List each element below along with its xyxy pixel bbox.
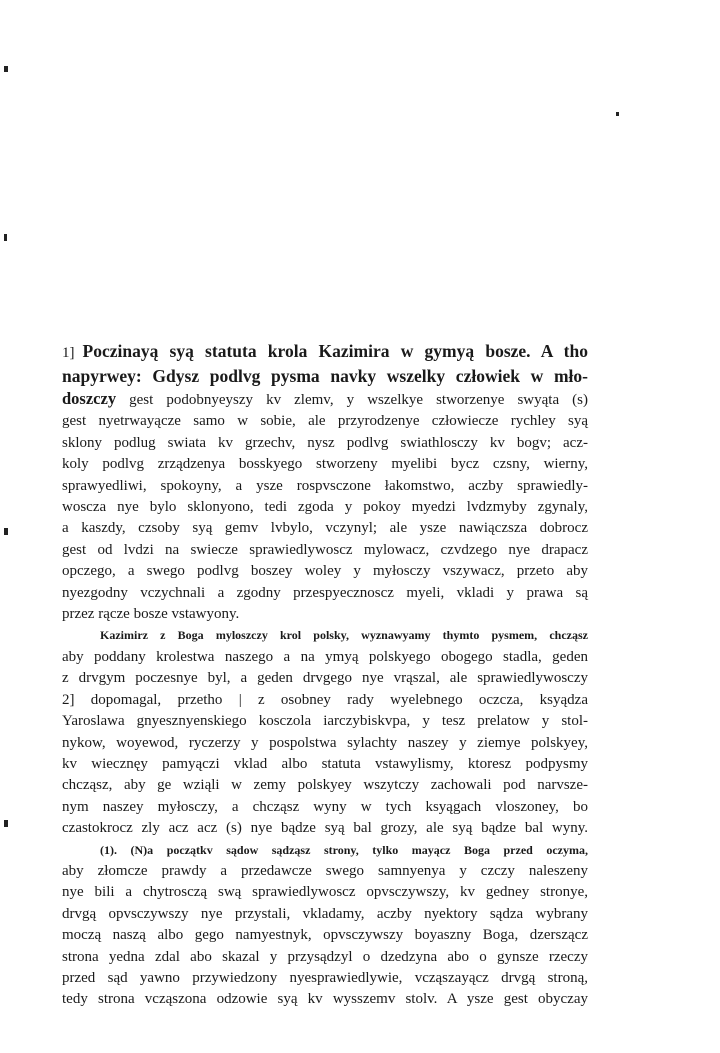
paragraph-2-line: Yaroslawa gnyesznyenskiego kosczola iarczybiskvpa, y tesz prelatow y stol- (62, 713, 588, 730)
paragraph-2-line: z drvgym poczesnye byl, a geden drvgego nye vrąszal, ale sprawiedlywosczy (62, 670, 588, 687)
paragraph-1-line: nyezgodny vczychnali a zgodny przespyecznoscz myeli, vkladi y prawa są (62, 584, 588, 601)
paragraph-1-line: doszczy gest podobnyeyszy kv zlemv, y wszelkye stworzenye swyąta (s) (62, 389, 588, 408)
scan-speck (4, 234, 7, 241)
paragraph-1-line: przez rącze bosze vstawyony. (62, 606, 240, 623)
paragraph-1-line: gest nyetrwayącze samo w sobie, ale przyrodzenye człowiecze rychley syą (62, 413, 588, 430)
paragraph-3-line: strona yedna zdal abo skazal y przysądzyl o dzedzyna abo o gynsze rzeczy (62, 948, 588, 965)
scan-speck (4, 66, 8, 72)
paragraph-3-opening: (1). (N)a początkv sądow sądząsz strony, tylko mayącz Boga przed oczyma, (100, 842, 588, 857)
paragraph-2-line: aby poddany krolestwa naszego a na ymyą polskyego obogego stadla, geden (62, 648, 588, 665)
heading-tail: doszczy (62, 389, 117, 408)
scan-speck (4, 820, 8, 827)
paragraph-2-opening: Kazimirz z Boga myloszczy krol polsky, wyznawyamy thymto pysmem, chcząsz (100, 628, 588, 643)
document-page (62, 340, 588, 1011)
scan-speck (4, 528, 8, 535)
paragraph-1-line: sprawyedliwi, spokoyny, a ysze rospvsczone łakomstwo, aczby sprawiedly- (62, 477, 588, 494)
section-number: 1] (62, 345, 75, 361)
paragraph-3-line: tedy strona vcząszona odzowie syą kv wysszemv stolv. A ysze gest obyczay (62, 991, 588, 1008)
paragraph-3-line: moczą naszą albo gego namyestnyk, opvsczywszy boyaszny Boga, dzerszącz (62, 927, 588, 944)
paragraph-3-line: drvgą opvsczywszy nye przystali, vkladamy, aczby nyektory sądza wybrany (62, 905, 588, 922)
paragraph-1-line: a kaszdy, czsoby syą gemv lvbylo, vczynyl; ale ysze nawiączsza dobrocz (62, 520, 588, 537)
statute-heading-line-2: napyrwey: Gdysz podlvg pysma navky wszelky człowiek w mło- (62, 366, 588, 386)
paragraph-3-line: nye bili a chytrosczą swą sprawiedlywoscz opvsczywszy, kv gedney stronye, (62, 884, 588, 901)
paragraph-2-line: czastokrocz zly acz acz (s) nye bądze syą bal grozy, ale syą bądze bal wyny. (62, 820, 588, 837)
paragraph-2-line: kv wiecznęy pamyączi vklad albo statuta vstawylismy, ktoresz podpysmy (62, 755, 588, 772)
paragraph-1-line: opczego, a swego podlvg boszey woley y myłosczy vszywacz, przeto aby (62, 563, 588, 580)
statute-heading-line-1: 1] Poczinayą syą statuta krola Kazimira w gymyą bosze. A tho (62, 341, 588, 361)
paragraph-3-line: aby złomcze prawdy a przedawcze swego samnyenya y czczy naleszeny (62, 862, 588, 879)
paragraph-1-line: woscza nye bylo sklonyono, tedi zgoda y pokoy myedzi lvdzmyby zgynaly, (62, 499, 588, 516)
paragraph-2-line: 2] dopomagal, przetho | z osobney rady wyelebnego oczcza, ksyądza (62, 691, 588, 708)
paragraph-1-line: koly podlvg zrządzenya bosskyego stworzeny myelibi bycz czsny, wierny, (62, 456, 588, 473)
scan-speck (616, 112, 619, 116)
paragraph-2-line: chcząsz, aby ge wziąli w zemy polskyey wszytczy zachowali pod narvsze- (62, 777, 588, 794)
paragraph-2-line: nykow, woyewod, ryczerzy y pospolstwa sylachty naszey y ziemye polskyey, (62, 734, 588, 751)
paragraph-2-line: nym naszey myłosczy, a chcząsz wyny w tych ksyągach vloszoney, bo (62, 798, 588, 815)
paragraph-3-line: przed sąd yawno przywiedzony nyesprawiedlywie, vcząszayącz drvgą stroną, (62, 969, 588, 986)
paragraph-1-line: gest od lvdzi na swiecze sprawiedlywoscz mylowacz, czvdzego nye drapacz (62, 541, 588, 558)
paragraph-1-line: sklony podlug swiata kv grzechv, nysz podlvg swiathlosczy kv bogv; acz- (62, 434, 588, 451)
